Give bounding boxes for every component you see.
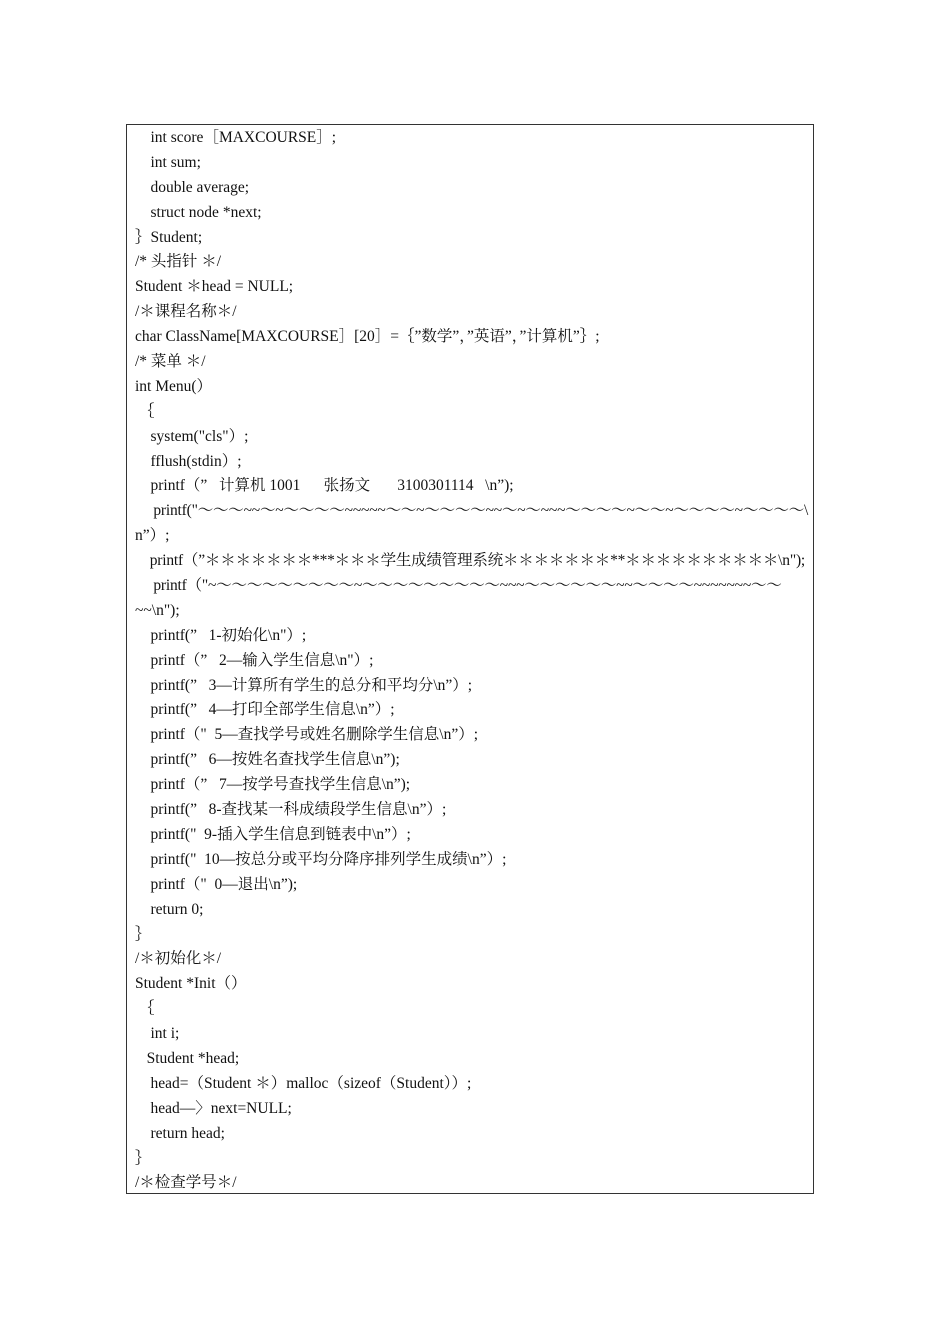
code-line: int sum; xyxy=(135,153,201,171)
code-line: int Menu(） xyxy=(135,377,213,395)
code-line: printf(” 6—按姓名查找学生信息\n”); xyxy=(135,751,400,769)
code-line: printf("～～～~~～~～～～～~~~~~～～~～～～～~~～~～~~~～～～～~～～~～～～～~～～～～\ xyxy=(135,502,809,520)
code-line: return head; xyxy=(135,1124,225,1142)
code-line: int score［MAXCOURSE］; xyxy=(135,129,337,146)
code-line: printf(” 4—打印全部学生信息\n”）; xyxy=(135,701,395,719)
code-line: ｝Student; xyxy=(135,228,203,246)
code-line: printf(” 3—计算所有学生的总分和平均分\n”）; xyxy=(135,676,473,694)
code-line: printf(” 1-初始化\n"）; xyxy=(135,626,307,644)
code-line: head=（Student ＊）malloc（sizeof（Student））; xyxy=(135,1074,472,1092)
code-line: /＊检查学号＊/ xyxy=(135,1174,237,1192)
code-line: ｝ xyxy=(135,1149,151,1167)
code-line: printf（” 计算机 1001 张扬文 3100301114 \n”); xyxy=(135,477,514,495)
code-line: int i; xyxy=(135,1025,180,1043)
code-line: printf（”＊＊＊＊＊＊＊***＊＊＊学生成绩管理系统＊＊＊＊＊＊＊**＊＊＊＊＊＊＊＊＊＊\n"); xyxy=(135,552,806,570)
code-line: Student *Init（） xyxy=(135,975,247,993)
code-line: /* 头指针 ＊/ xyxy=(135,253,222,271)
code-line: Student ＊head = NULL; xyxy=(135,278,294,296)
code-line: printf(” 8-查找某一科成绩段学生信息\n”）; xyxy=(135,801,447,819)
code-line: printf（" 5—查找学号或姓名删除学生信息\n”）; xyxy=(135,726,479,744)
code-line: /＊课程名称＊/ xyxy=(135,303,237,321)
code-line: n”）; xyxy=(135,527,170,545)
code-line: /＊初始化＊/ xyxy=(135,950,222,968)
code-line: printf（” 7—按学号查找学生信息\n”); xyxy=(135,776,411,794)
code-line: ｛ xyxy=(135,402,155,420)
code-line: ｛ xyxy=(135,1000,155,1018)
code-line: ~~\n"); xyxy=(135,601,180,619)
code-line: ｝ xyxy=(135,925,151,943)
code-line: printf(" 10—按总分或平均分降序排列学生成绩\n”）; xyxy=(135,850,507,868)
code-line: printf（" 0—退出\n”); xyxy=(135,875,298,893)
code-listing-box xyxy=(126,124,814,1194)
code-line: return 0; xyxy=(135,900,204,918)
code-line: Student *head; xyxy=(135,1049,240,1067)
code-line: head—〉next=NULL; xyxy=(135,1099,292,1117)
code-line: system("cls"）; xyxy=(135,427,249,445)
code-line: double average; xyxy=(135,178,250,196)
code-line: struct node *next; xyxy=(135,203,262,221)
code-line: printf（” 2—输入学生信息\n"）; xyxy=(135,651,374,669)
code-line: printf(" 9-插入学生信息到链表中\n”）; xyxy=(135,825,411,843)
code-line: /* 菜单 ＊/ xyxy=(135,353,206,371)
code-line: fflush(stdin）; xyxy=(135,452,242,470)
code-line: char ClassName[MAXCOURSE］[20］=｛”数学”，”英语”，”计算机”｝; xyxy=(135,328,600,346)
code-line: printf（"~～～～～～～～～～~～～～～～～～～～~~~～～～～～～~~～～～～~~~~~~~～～ xyxy=(135,577,782,595)
